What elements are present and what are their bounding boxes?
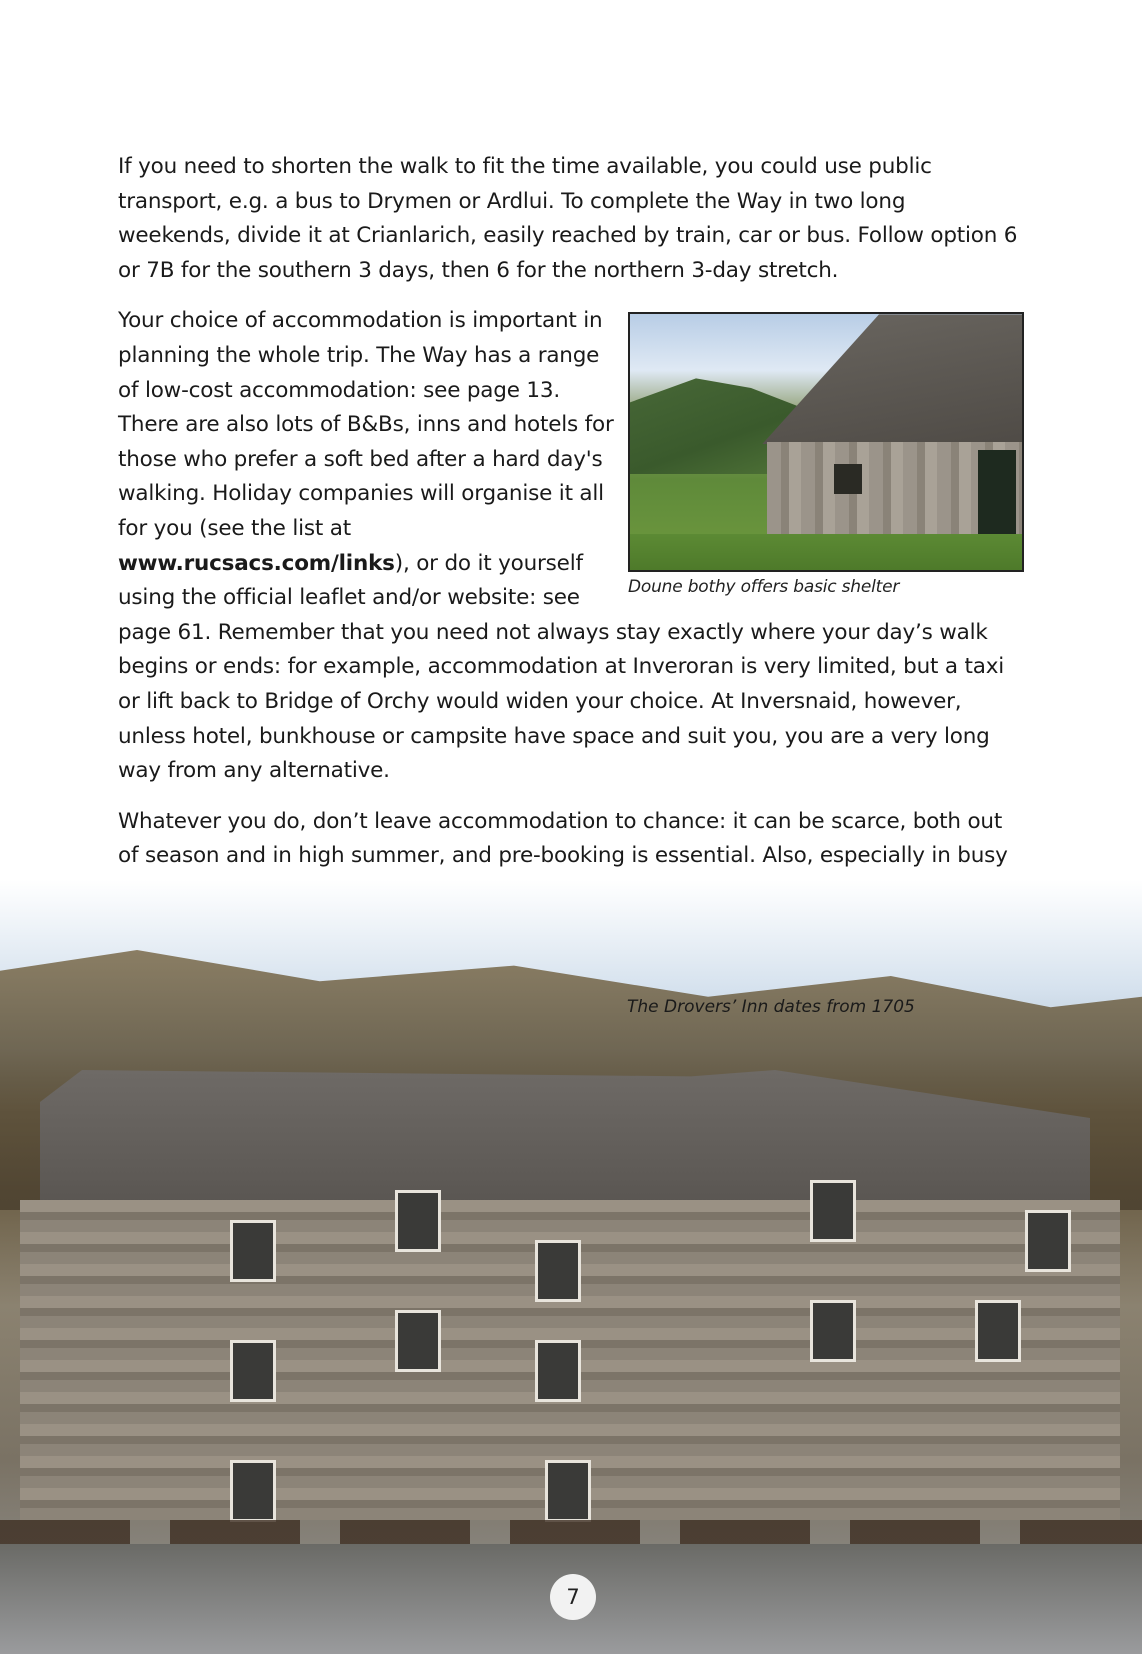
paragraph-accommodation xyxy=(118,304,1024,788)
accommodation-text-start: Your choice of accommodation is important in planning the whole trip. The Way has a range of low-cost accommodation: see page 13. There are also lots of B&Bs, inns and hotels for those who prefer a soft bed after a hard day's walking. Holiday companies will organise it all for you (see the list at xyxy=(118,308,614,541)
paragraph-shorten-walk: If you need to shorten the walk to fit the time available, you could use public transport, e.g. a bus to Drymen or Ardlui. To complete the Way in two long weekends, divide it at Crianlarich, easily reached by train, car or bus. Follow option 6 or 7B for the southern 3 days, then 6 for the northern 3-day stretch. xyxy=(118,154,1018,283)
accommodation-text-end: ), or do it yourself using the official leaflet and/or website: see page 61. Remember that you need not always stay exactly where your day’s walk begins or ends: for example, accommodation at Inveroran is very limited, but a taxi or lift back to Bridge of Orchy would widen your choice. At Inversnaid, however, unless hotel, bunkhouse or campsite have space and suit you, you are a very long way from any alternative. xyxy=(118,550,1005,784)
bothy-caption: Doune bothy offers basic shelter xyxy=(628,577,900,598)
drovers-caption: The Drovers’ Inn dates from 1705 xyxy=(627,997,915,1017)
rucsacs-link[interactable]: www.rucsacs.com/links xyxy=(118,550,395,576)
bothy-figure xyxy=(628,312,1024,598)
paragraph-booking: Whatever you do, don’t leave accommodation to chance: it can be scarce, both out of season and in high summer, and pre-booking is essential. Also, especially in busy xyxy=(118,808,1008,869)
drovers-inn-photo xyxy=(0,880,1142,1654)
bothy-photo xyxy=(628,312,1024,572)
page-number: 7 xyxy=(550,1574,596,1620)
body-text xyxy=(118,150,1024,994)
